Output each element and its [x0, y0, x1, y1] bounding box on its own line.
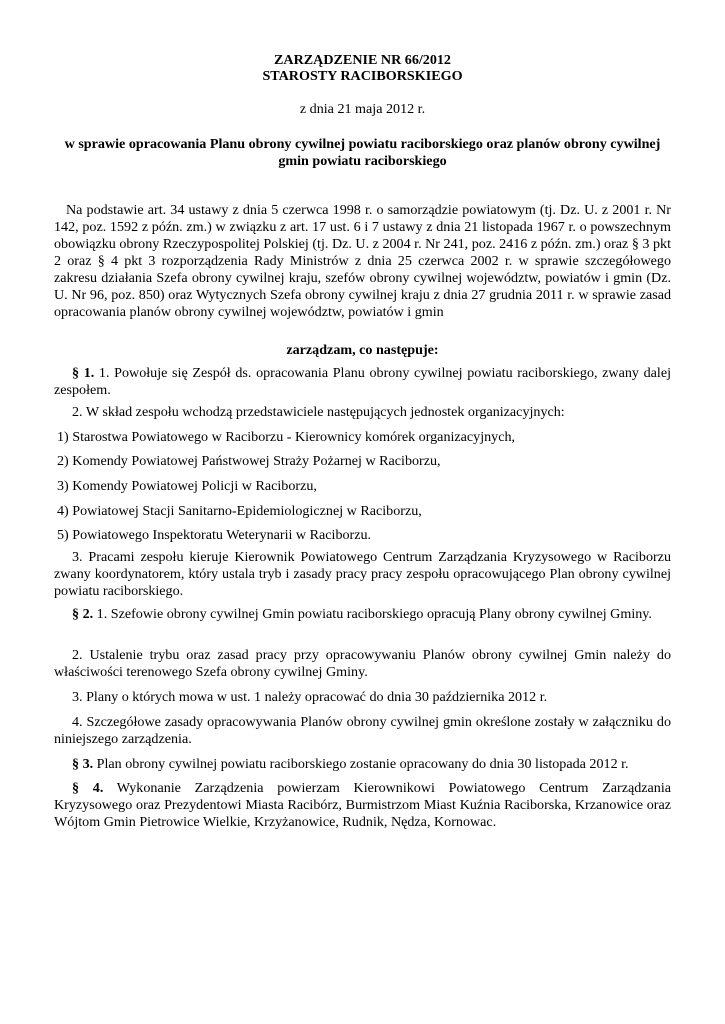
section-3-paragraph [54, 756, 671, 773]
section-2-paragraph-3: 3. Plany o których mowa w ust. 1 należy opracować do dnia 30 października 2012 r. [72, 689, 548, 705]
section-4-text: Wykonanie Zarządzenia powierzam Kierownikowi Powiatowego Centrum Zarządzania Kryzysowego oraz Prezydentowi Miasta Racibórz, Burmistrzom Miast Kuźnia Raciborska, Krzanowice oraz Wójtom Gmin Pietrowice Wielkie, Krzyżanowice, Rudnik, Nędza, Kornowac. [54, 780, 671, 830]
section-4-mark: § 4. [72, 780, 104, 796]
section-1-mark: § 1. [72, 365, 95, 381]
document-date: z dnia 21 maja 2012 r. [299, 101, 426, 117]
decision-heading: zarządzam, co następuje: [286, 342, 439, 358]
section-2-paragraph-4: 4. Szczegółowe zasady opracowywania Planów obrony cywilnej gmin określone zostały w załączniku do niniejszego zarządzenia. [54, 714, 671, 747]
section-1-text: 1. Powołuje się Zespół ds. opracowania Planu obrony cywilnej powiatu raciborskiego, zwany dalej zespołem. [54, 365, 671, 398]
section-3-mark: § 3. [72, 756, 94, 772]
list-item: 2) Komendy Powiatowej Państwowej Straży Pożarnej w Raciborzu, [57, 453, 441, 469]
section-1-paragraph-2: 2. W skład zespołu wchodzą przedstawiciele następujących jednostek organizacyjnych: [72, 404, 565, 420]
section-2-paragraph-2: 2. Ustalenie trybu oraz zasad pracy przy opracowywaniu Planów obrony cywilnej Gmin należy do właściwości terenowego Szefa obrony cywilnej Gminy. [54, 647, 671, 680]
list-item: 1) Starostwa Powiatowego w Raciborzu - Kierownicy komórek organizacyjnych, [57, 429, 516, 445]
section-1-paragraph-3: 3. Pracami zespołu kieruje Kierownik Powiatowego Centrum Zarządzania Kryzysowego w Raciborzu zwany koordynatorem, który ustala tryb i zasady pracy pracy zespołu opracowującego Plan obrony cywilnej powiatu raciborskiego. [54, 549, 671, 599]
document-title-line2: STAROSTY RACIBORSKIEGO [262, 68, 463, 84]
list-item: 3) Komendy Powiatowej Policji w Raciborzu, [57, 478, 317, 494]
document-title-line1: ZARZĄDZENIE NR 66/2012 [274, 52, 451, 68]
section-2-paragraph-1 [54, 606, 671, 623]
section-2-text: 1. Szefowie obrony cywilnej Gmin powiatu raciborskiego opracują Plany obrony cywilnej Gminy. [93, 606, 652, 622]
list-item: 5) Powiatowego Inspektoratu Weterynarii w Raciborzu. [57, 527, 372, 543]
section-4-paragraph [54, 780, 671, 831]
section-1-paragraph-1 [54, 365, 671, 399]
legal-basis-paragraph: Na podstawie art. 34 ustawy z dnia 5 czerwca 1998 r. o samorządzie powiatowym (tj. Dz. U. z 2001 r. Nr 142, poz. 1592 z późn. zm.) w związku z art. 17 ust. 6 i 7 ustawy z dnia 21 listopada 1967 r. o powszechnym obowiązku obrony Rzeczypospolitej Polskiej (tj. Dz. U. z 2004 r. Nr 241, poz. 2416 z późn. zm.) oraz § 3 pkt 2 oraz § 4 pkt 3 rozporządzenia Rady Ministrów z dnia 25 czerwca 2002 r. w sprawie szczegółowego zakresu działania Szefa obrony cywilnej kraju, szefów obrony cywilnej województw, powiatów i gmin (Dz. U. Nr 96, poz. 850) oraz Wytycznych Szefa obrony cywilnej kraju z dnia 27 grudnia 2011 r. w sprawie zasad opracowania planów obrony cywilnej województw, powiatów i gmin [54, 202, 671, 320]
section-3-text: Plan obrony cywilnej powiatu raciborskiego zostanie opracowany do dnia 30 listopada 2012 r. [93, 756, 629, 772]
list-item: 4) Powiatowej Stacji Sanitarno-Epidemiologicznej w Raciborzu, [57, 503, 422, 519]
section-2-mark: § 2. [72, 606, 94, 622]
document-subject: w sprawie opracowania Planu obrony cywilnej powiatu raciborskiego oraz planów obrony cywilnej gmin powiatu raciborskiego [64, 136, 661, 169]
